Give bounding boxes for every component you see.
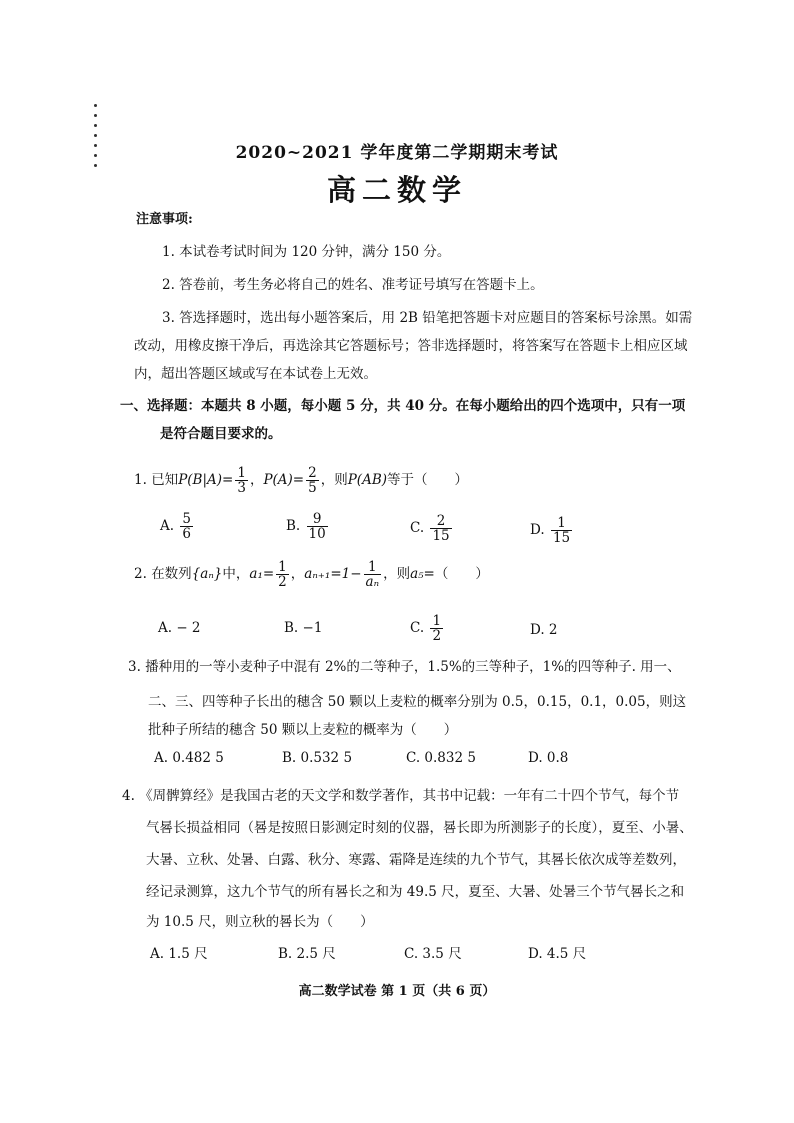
- q3-option-d: D. 0.8: [528, 750, 569, 766]
- page-footer: 高二数学试卷 第 1 页（共 6 页）: [298, 984, 496, 999]
- q1-frac-1: $\frac{1}{3}$: [237, 465, 246, 497]
- q1-pab: P(AB): [347, 472, 388, 489]
- q1-option-b: B. $\frac{9}{10}$: [286, 511, 326, 543]
- q4-line-3: 大暑、立秋、处暑、白露、秋分、寒露、霜降是连续的九个节气，其晷长依次成等差数列，: [146, 852, 686, 868]
- q4-line-4: 经记录测算，这九个节气的所有晷长之和为 49.5 尺，夏至、大暑、处暑三个节气晷长之和: [146, 884, 685, 900]
- q2-pre: 在数列: [151, 566, 192, 583]
- q1-pbga: P(B|A)=: [178, 472, 234, 489]
- q1-pa: P(A)=: [263, 472, 305, 489]
- q2-frac-2: $\frac{1}{\text{aₙ}}$: [365, 559, 380, 591]
- q4-option-a: A. 1.5 尺: [150, 946, 208, 962]
- q2-a5: a₅=: [410, 566, 435, 583]
- q2-post: ，则: [383, 566, 411, 583]
- q2-option-d: D. 2: [530, 622, 558, 638]
- q2-tail: （ ）: [434, 566, 489, 583]
- q4-option-b: B. 2.5 尺: [278, 946, 336, 962]
- q2-number: 2.: [134, 566, 147, 583]
- q2-seq: {aₙ}: [191, 566, 223, 583]
- notes-heading: 注意事项:: [136, 212, 193, 227]
- question-2: 2. 在数列{aₙ}中，a₁= $\frac{1}{2}$ ，aₙ₊₁=1− $\frac{1}{\text{aₙ}}$ ，则a₅=（ ）: [134, 559, 489, 591]
- section-heading: 一、选择题：本题共 8 小题，每小题 5 分，共 40 分。在每小题给出的四个选项中，只有一项: [120, 398, 686, 414]
- note-item-3: 3. 答选择题时，选出每小题答案后，用 2B 铅笔把答题卡对应题目的答案标号涂黑。如需: [162, 310, 693, 326]
- question-1: 1. 已知P(B|A)= $\frac{1}{3}$ ，P(A)= $\frac{2}{5}$ ，则P(AB)等于（ ）: [134, 465, 469, 497]
- q4-option-c: C. 3.5 尺: [404, 946, 462, 962]
- q2-option-a: A. − 2: [158, 620, 201, 636]
- q1-option-c: C. $\frac{2}{15}$: [410, 513, 450, 545]
- q1-tail: 等于（ ）: [387, 472, 469, 489]
- q1-post: ，则: [320, 472, 348, 489]
- note-item-2: 2. 答卷前，考生务必将自己的姓名、准考证号填写在答题卡上。: [162, 277, 544, 293]
- q1-option-a: A. $\frac{5}{6}$: [160, 511, 191, 543]
- q2-mid: 中，: [222, 566, 250, 583]
- section-heading-cont: 是符合题目要求的。: [160, 426, 282, 442]
- note-item-3-cont: 改动，用橡皮擦干净后，再选涂其它答题标号；答非选择题时，将答案写在答题卡上相应区域: [134, 338, 688, 354]
- q2-frac-1: $\frac{1}{2}$: [278, 559, 287, 591]
- exam-subject: 高二数学: [326, 173, 467, 207]
- q2-a1: a₁=: [249, 566, 275, 583]
- q3-line-3: 批种子所结的穗含 50 颗以上麦粒的概率为（ ）: [148, 722, 458, 738]
- q3-line-1: 3. 播种用的一等小麦种子中混有 2%的二等种子，1.5%的三等种子，1%的四等种子. 用一、: [128, 659, 681, 675]
- q2-an1: aₙ₊₁=1−: [304, 566, 362, 583]
- q3-line-2: 二、三、四等种子长出的穗含 50 颗以上麦粒的概率分别为 0.5，0.15，0.1，0.05，则这: [148, 694, 687, 710]
- q4-line-2: 气晷长损益相同（晷是按照日影测定时刻的仪器，晷长即为所测影子的长度），夏至、小暑、: [146, 820, 693, 836]
- q2-option-b: B. −1: [284, 620, 323, 636]
- q1-frac-2: $\frac{2}{5}$: [308, 465, 317, 497]
- q3-option-c: C. 0.832 5: [406, 750, 476, 766]
- q4-line-1: 4. 《周髀算经》是我国古老的天文学和数学著作，其书中记载：一年有二十四个节气，每个节: [122, 788, 680, 804]
- q1-pre: 已知: [151, 472, 179, 489]
- q4-option-d: D. 4.5 尺: [528, 946, 587, 962]
- q1-option-d: D. $\frac{1}{15}$: [530, 515, 571, 547]
- q3-option-a: A. 0.482 5: [154, 750, 224, 766]
- q4-line-5: 为 10.5 尺，则立秋的晷长为（ ）: [146, 914, 374, 930]
- q1-number: 1.: [134, 472, 147, 489]
- note-item-1: 1. 本试卷考试时间为 120 分钟，满分 150 分。: [162, 244, 451, 260]
- exam-title: 2020~2021 学年度第二学期期末考试: [235, 143, 559, 163]
- q3-option-b: B. 0.532 5: [282, 750, 353, 766]
- note-item-3-end: 内，超出答题区域或写在本试卷上无效。: [134, 366, 377, 382]
- q2-option-c: C. $\frac{1}{2}$: [410, 613, 442, 645]
